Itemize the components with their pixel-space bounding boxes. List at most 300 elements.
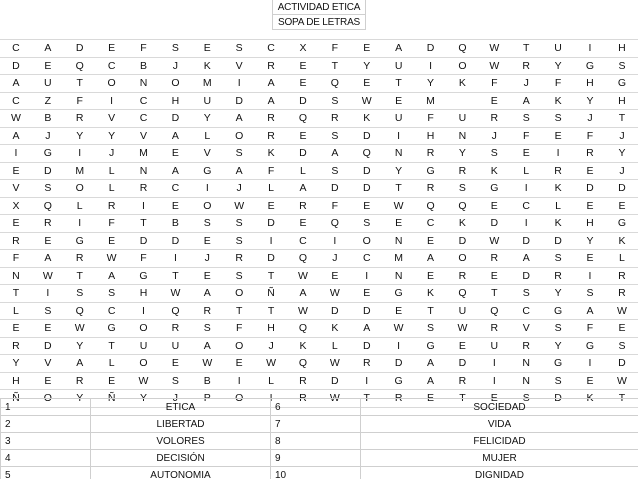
grid-cell: Y [542, 57, 574, 75]
grid-cell: S [415, 320, 447, 338]
grid-cell: K [446, 75, 478, 93]
grid-cell: V [510, 320, 542, 338]
grid-cell: B [32, 110, 64, 128]
grid-cell: J [510, 75, 542, 93]
grid-cell: C [159, 180, 191, 198]
grid-cell: A [96, 267, 128, 285]
grid-cell: R [191, 302, 223, 320]
grid-cell: S [542, 110, 574, 128]
grid-cell: W [223, 197, 255, 215]
grid-cell: D [606, 180, 638, 198]
grid-cell: S [319, 127, 351, 145]
grid-cell: K [542, 215, 574, 233]
grid-cell: T [128, 215, 160, 233]
grid-cell: I [255, 390, 287, 408]
grid-cell: D [0, 57, 32, 75]
grid-cell: O [223, 390, 255, 408]
grid-cell: S [351, 215, 383, 233]
grid-cell: S [574, 285, 606, 303]
grid-cell: K [319, 320, 351, 338]
grid-cell: V [96, 110, 128, 128]
grid-cell: A [287, 180, 319, 198]
grid-cell: D [159, 110, 191, 128]
grid-cell: D [319, 302, 351, 320]
grid-cell: I [319, 232, 351, 250]
grid-cell: R [542, 267, 574, 285]
grid-cell: Y [574, 232, 606, 250]
grid-cell: Q [446, 197, 478, 215]
grid-cell: R [64, 250, 96, 268]
grid-cell: E [415, 232, 447, 250]
word-label: LIBERTAD [91, 416, 271, 433]
grid-cell: U [383, 57, 415, 75]
grid-cell: Y [0, 355, 32, 373]
grid-row [0, 320, 638, 338]
grid-cell: Y [383, 162, 415, 180]
grid-cell: V [128, 127, 160, 145]
grid-cell: I [64, 215, 96, 233]
grid-cell: F [319, 197, 351, 215]
grid-cell: F [510, 127, 542, 145]
grid-cell: R [446, 267, 478, 285]
grid-row [0, 180, 638, 198]
grid-cell: W [383, 320, 415, 338]
grid-cell: D [319, 372, 351, 390]
grid-cell: R [319, 110, 351, 128]
grid-cell: D [287, 92, 319, 110]
grid-cell: D [223, 92, 255, 110]
grid-cell: D [32, 337, 64, 355]
word-row [1, 467, 638, 479]
grid-cell: D [415, 40, 447, 58]
grid-row [0, 337, 638, 355]
grid-cell: S [606, 57, 638, 75]
grid-cell: D [574, 180, 606, 198]
grid-cell: E [478, 197, 510, 215]
grid-cell: K [542, 180, 574, 198]
grid-cell: T [64, 75, 96, 93]
grid-cell: H [574, 75, 606, 93]
grid-row [0, 302, 638, 320]
grid-cell: W [478, 57, 510, 75]
grid-cell: R [510, 57, 542, 75]
grid-cell: Y [64, 390, 96, 408]
grid-cell: E [542, 127, 574, 145]
grid-cell: G [415, 337, 447, 355]
grid-cell: W [255, 355, 287, 373]
grid-cell: A [159, 162, 191, 180]
grid-cell: O [64, 180, 96, 198]
grid-cell: R [287, 197, 319, 215]
grid-row [0, 285, 638, 303]
grid-cell: E [32, 320, 64, 338]
grid-cell: Q [287, 355, 319, 373]
grid-cell: N [383, 145, 415, 163]
grid-cell: B [159, 215, 191, 233]
grid-cell: E [415, 390, 447, 408]
grid-cell: A [0, 75, 32, 93]
grid-cell: T [606, 390, 638, 408]
grid-cell: W [0, 110, 32, 128]
grid-cell: E [383, 215, 415, 233]
grid-cell: Q [64, 57, 96, 75]
grid-cell: G [415, 162, 447, 180]
grid-cell: A [223, 110, 255, 128]
grid-cell [446, 92, 478, 110]
grid-row [0, 145, 638, 163]
grid-cell: B [128, 57, 160, 75]
grid-cell: I [574, 267, 606, 285]
grid-cell: T [255, 302, 287, 320]
grid-cell: W [96, 250, 128, 268]
grid-cell: J [319, 250, 351, 268]
grid-cell: I [223, 75, 255, 93]
grid-cell: W [383, 197, 415, 215]
grid-cell: O [223, 127, 255, 145]
grid-cell: Y [64, 127, 96, 145]
grid-cell: A [287, 285, 319, 303]
grid-cell: E [383, 92, 415, 110]
grid-cell: Q [446, 40, 478, 58]
grid-cell: Q [415, 197, 447, 215]
grid-cell: R [415, 145, 447, 163]
grid-cell: A [223, 162, 255, 180]
grid-cell: R [446, 372, 478, 390]
grid-cell: E [446, 337, 478, 355]
grid-cell: Y [191, 110, 223, 128]
grid-cell: N [128, 75, 160, 93]
grid-cell: D [255, 250, 287, 268]
grid-cell: R [574, 145, 606, 163]
grid-cell: U [478, 337, 510, 355]
grid-cell: E [191, 40, 223, 58]
grid-cell: O [159, 75, 191, 93]
grid-cell: Y [606, 145, 638, 163]
grid-cell: U [446, 110, 478, 128]
grid-cell: I [542, 145, 574, 163]
grid-cell: U [191, 92, 223, 110]
grid-cell: A [351, 320, 383, 338]
grid-cell: H [159, 92, 191, 110]
grid-cell: H [606, 40, 638, 58]
grid-cell: U [542, 40, 574, 58]
grid-cell: G [606, 75, 638, 93]
grid-cell: G [96, 320, 128, 338]
grid-cell: S [191, 215, 223, 233]
grid-cell: S [96, 285, 128, 303]
word-number: 3 [1, 433, 91, 450]
grid-cell: N [510, 372, 542, 390]
grid-cell: Q [64, 302, 96, 320]
grid-cell: C [287, 232, 319, 250]
grid-cell: I [478, 355, 510, 373]
grid-cell: G [191, 162, 223, 180]
grid-cell: E [510, 145, 542, 163]
grid-cell: E [96, 372, 128, 390]
grid-cell: L [96, 162, 128, 180]
word-row [1, 399, 638, 416]
grid-cell: Y [128, 390, 160, 408]
grid-cell: I [383, 127, 415, 145]
grid-cell: Y [96, 127, 128, 145]
title-block [272, 0, 366, 30]
grid-cell: D [446, 355, 478, 373]
grid-cell: W [351, 92, 383, 110]
grid-cell: V [0, 180, 32, 198]
grid-cell: T [478, 285, 510, 303]
grid-cell: I [159, 250, 191, 268]
grid-cell: E [32, 57, 64, 75]
grid-cell: L [96, 355, 128, 373]
grid-cell: I [478, 372, 510, 390]
grid-cell: D [319, 180, 351, 198]
grid-cell: E [606, 197, 638, 215]
grid-cell: T [96, 337, 128, 355]
grid-cell: L [319, 337, 351, 355]
grid-cell: J [255, 337, 287, 355]
grid-cell: C [510, 197, 542, 215]
grid-cell: I [510, 180, 542, 198]
grid-cell: T [319, 57, 351, 75]
grid-cell: E [574, 372, 606, 390]
grid-cell: I [0, 145, 32, 163]
grid-cell: J [191, 250, 223, 268]
grid-cell: S [159, 372, 191, 390]
grid-cell: R [446, 162, 478, 180]
grid-row [0, 110, 638, 128]
grid-cell: R [128, 180, 160, 198]
grid-cell: S [510, 110, 542, 128]
grid-cell: F [542, 75, 574, 93]
grid-cell: Q [287, 110, 319, 128]
grid-cell: O [128, 320, 160, 338]
grid-cell: E [191, 267, 223, 285]
grid-cell: K [574, 390, 606, 408]
grid-cell: R [255, 127, 287, 145]
grid-cell: E [319, 267, 351, 285]
grid-cell: L [510, 162, 542, 180]
grid-cell: O [446, 250, 478, 268]
grid-cell: A [159, 127, 191, 145]
grid-cell: A [574, 302, 606, 320]
grid-cell: I [191, 180, 223, 198]
grid-cell: F [96, 215, 128, 233]
grid-cell: A [191, 337, 223, 355]
grid-cell: I [64, 145, 96, 163]
grid-cell: T [159, 267, 191, 285]
word-number: 8 [271, 433, 361, 450]
grid-cell: F [255, 162, 287, 180]
grid-cell: W [319, 355, 351, 373]
grid-cell: R [255, 110, 287, 128]
grid-cell: E [574, 250, 606, 268]
grid-cell: R [64, 110, 96, 128]
grid-cell: W [159, 285, 191, 303]
grid-cell: R [383, 390, 415, 408]
word-number: 4 [1, 450, 91, 467]
grid-cell: A [319, 145, 351, 163]
grid-cell: E [32, 232, 64, 250]
grid-cell: Y [446, 145, 478, 163]
grid-cell: S [64, 285, 96, 303]
grid-cell: R [64, 372, 96, 390]
grid-cell: A [191, 285, 223, 303]
grid-cell: G [128, 267, 160, 285]
word-number: 10 [271, 467, 361, 479]
grid-cell: R [0, 337, 32, 355]
grid-cell: Q [319, 75, 351, 93]
grid-cell: T [383, 75, 415, 93]
grid-cell: O [351, 232, 383, 250]
grid-cell: N [510, 355, 542, 373]
grid-cell: R [415, 180, 447, 198]
word-label: SOCIEDAD [361, 399, 638, 416]
grid-cell: D [446, 232, 478, 250]
grid-cell: D [478, 215, 510, 233]
grid-cell: W [606, 302, 638, 320]
grid-cell: L [191, 127, 223, 145]
grid-cell: H [574, 215, 606, 233]
grid-cell: I [128, 197, 160, 215]
grid-cell: K [478, 162, 510, 180]
grid-cell: Y [351, 57, 383, 75]
grid-cell: I [223, 372, 255, 390]
grid-cell: D [542, 390, 574, 408]
grid-cell: E [287, 57, 319, 75]
word-number: 2 [1, 416, 91, 433]
grid-cell: D [542, 232, 574, 250]
grid-cell: H [255, 320, 287, 338]
grid-cell: A [64, 355, 96, 373]
grid-cell: I [255, 232, 287, 250]
grid-cell: G [606, 215, 638, 233]
grid-cell: Y [574, 92, 606, 110]
grid-cell: E [351, 197, 383, 215]
grid-cell: U [159, 337, 191, 355]
grid-cell: S [478, 145, 510, 163]
grid-cell: R [223, 250, 255, 268]
grid-cell: N [0, 267, 32, 285]
grid-cell: E [606, 320, 638, 338]
grid-cell: F [319, 40, 351, 58]
grid-cell: L [64, 197, 96, 215]
word-row [1, 433, 638, 450]
grid-cell: Z [32, 92, 64, 110]
grid-cell: I [574, 40, 606, 58]
grid-cell: M [383, 250, 415, 268]
grid-cell: J [606, 162, 638, 180]
grid-cell: I [415, 57, 447, 75]
grid-cell: E [0, 162, 32, 180]
grid-cell: M [64, 162, 96, 180]
grid-cell: H [128, 285, 160, 303]
grid-cell: E [383, 302, 415, 320]
grid-cell: O [191, 197, 223, 215]
grid-cell: S [223, 215, 255, 233]
word-number: 6 [271, 399, 361, 416]
grid-cell: R [606, 285, 638, 303]
grid-row [0, 92, 638, 110]
word-number: 5 [1, 467, 91, 479]
grid-cell: Y [542, 285, 574, 303]
grid-cell: S [446, 180, 478, 198]
grid-cell: D [510, 267, 542, 285]
grid-cell: G [64, 232, 96, 250]
grid-cell: I [383, 337, 415, 355]
grid-cell: E [191, 232, 223, 250]
grid-cell: I [574, 355, 606, 373]
grid-cell: R [0, 232, 32, 250]
grid-cell: D [351, 180, 383, 198]
grid-row [0, 355, 638, 373]
page-title: ACTIVIDAD ETICA [272, 0, 366, 15]
grid-cell: J [159, 57, 191, 75]
grid-cell: G [542, 302, 574, 320]
grid-cell: S [32, 302, 64, 320]
page-subtitle: SOPA DE LETRAS [272, 15, 366, 30]
grid-cell: E [32, 372, 64, 390]
grid-cell: S [223, 145, 255, 163]
grid-cell: E [351, 285, 383, 303]
grid-cell: S [542, 250, 574, 268]
grid-cell: W [478, 40, 510, 58]
grid-cell: A [255, 92, 287, 110]
grid-cell: E [574, 162, 606, 180]
grid-cell: W [478, 232, 510, 250]
grid-cell: M [128, 145, 160, 163]
grid-cell: A [255, 75, 287, 93]
grid-cell: F [478, 75, 510, 93]
grid-cell: Q [159, 302, 191, 320]
grid-cell: Ñ [0, 390, 32, 408]
grid-cell: T [510, 40, 542, 58]
grid-cell: D [32, 162, 64, 180]
grid-row [0, 127, 638, 145]
grid-cell: C [96, 302, 128, 320]
grid-cell: V [191, 145, 223, 163]
grid-cell: W [287, 302, 319, 320]
grid-cell: N [446, 127, 478, 145]
grid-cell: I [351, 267, 383, 285]
grid-cell: S [542, 372, 574, 390]
grid-cell: S [542, 320, 574, 338]
grid-row [0, 40, 638, 58]
grid-cell: G [542, 355, 574, 373]
grid-cell: W [191, 355, 223, 373]
grid-cell: G [32, 145, 64, 163]
grid-cell: K [542, 92, 574, 110]
grid-cell: A [0, 127, 32, 145]
grid-cell: G [383, 285, 415, 303]
grid-cell: S [606, 337, 638, 355]
grid-cell: T [223, 302, 255, 320]
grid-cell: J [159, 390, 191, 408]
word-row [1, 416, 638, 433]
letter-grid [0, 39, 638, 408]
grid-cell: X [0, 197, 32, 215]
grid-cell: H [606, 92, 638, 110]
grid-cell: T [255, 267, 287, 285]
grid-cell: O [223, 285, 255, 303]
grid-cell: K [351, 110, 383, 128]
grid-cell: E [287, 215, 319, 233]
grid-cell: O [32, 390, 64, 408]
grid-row [0, 75, 638, 93]
grid-cell: E [255, 197, 287, 215]
grid-cell: H [415, 127, 447, 145]
grid-cell: D [351, 302, 383, 320]
grid-cell: E [159, 197, 191, 215]
